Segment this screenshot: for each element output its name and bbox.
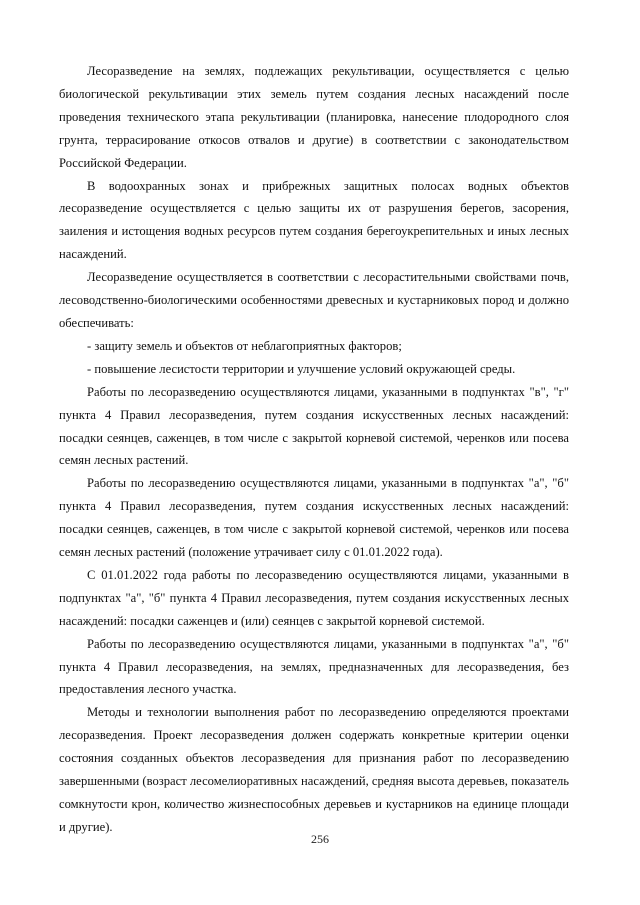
- paragraph-without-plot: Работы по лесоразведению осуществляются лицами, указанными в подпунктах "а", "б" пункта 4 Правил лесоразведения, на землях, предназначенных для лесоразведения, без предоставления лесного участка.: [59, 636, 569, 697]
- page-number: 256: [311, 832, 329, 846]
- list-item-forest-cover: - повышение лесистости территории и улучшение условий окружающей среды.: [87, 361, 516, 376]
- paragraph-methods-technologies: Методы и технологии выполнения работ по лесоразведению определяются проектами лесоразведения. Проект лесоразведения должен содержать конкретные критерии оценки состояния созданных объектов лесоразведения для признания работ по лесоразведению завершенными (возраст лесомелиоративных насаждений, средняя высота деревьев, показатель сомкнутости крон, количество жизнеспособных деревьев и кустарников на единице площади и другие).: [59, 705, 569, 834]
- paragraph-water-protection-zones: В водоохранных зонах и прибрежных защитных полосах водных объектов лесоразведение осуществляется с целью защиты их от разрушения берегов, засорения, заиления и истощения водных ресурсов путем создания берегоукрепительных и иных лесных насаждений.: [59, 178, 569, 262]
- paragraph-recultivation: Лесоразведение на землях, подлежащих рекультивации, осуществляется с целью биологической рекультивации этих земель путем создания лесных насаждений после проведения технического этапа рекультивации (планировка, нанесение плодородного слоя грунта, террасирование откосов отвалов и другие) в соответствии с законодательством Российской Федерации.: [59, 64, 569, 170]
- document-body: [59, 60, 569, 839]
- list-item-land-protection: - защиту земель и объектов от неблагоприятных факторов;: [87, 338, 402, 353]
- paragraph-works-a-b: Работы по лесоразведению осуществляются лицами, указанными в подпунктах "а", "б" пункта 4 Правил лесоразведения, путем создания искусственных лесных насаждений: посадки сеянцев, саженцев, в том числе с закрытой корневой системой, черенков или посева семян лесных растений (положение утрачивает силу с 01.01.2022 года).: [59, 476, 569, 560]
- paragraph-soil-properties: Лесоразведение осуществляется в соответствии с лесорастительными свойствами почв, лесоводственно-биологическими особенностями древесных и кустарниковых пород и должно обеспечивать:: [59, 270, 569, 330]
- paragraph-works-v-g: Работы по лесоразведению осуществляются лицами, указанными в подпунктах "в", "г" пункта 4 Правил лесоразведения, путем создания искусственных лесных насаждений: посадки сеянцев, саженцев, в том числе с закрытой корневой системой, черенков или посева семян лесных растений.: [59, 384, 569, 468]
- paragraph-from-2022: С 01.01.2022 года работы по лесоразведению осуществляются лицами, указанными в подпунктах "а", "б" пункта 4 Правил лесоразведения, путем создания искусственных лесных насаждений: посадки саженцев и (или) сеянцев с закрытой корневой системой.: [59, 567, 569, 628]
